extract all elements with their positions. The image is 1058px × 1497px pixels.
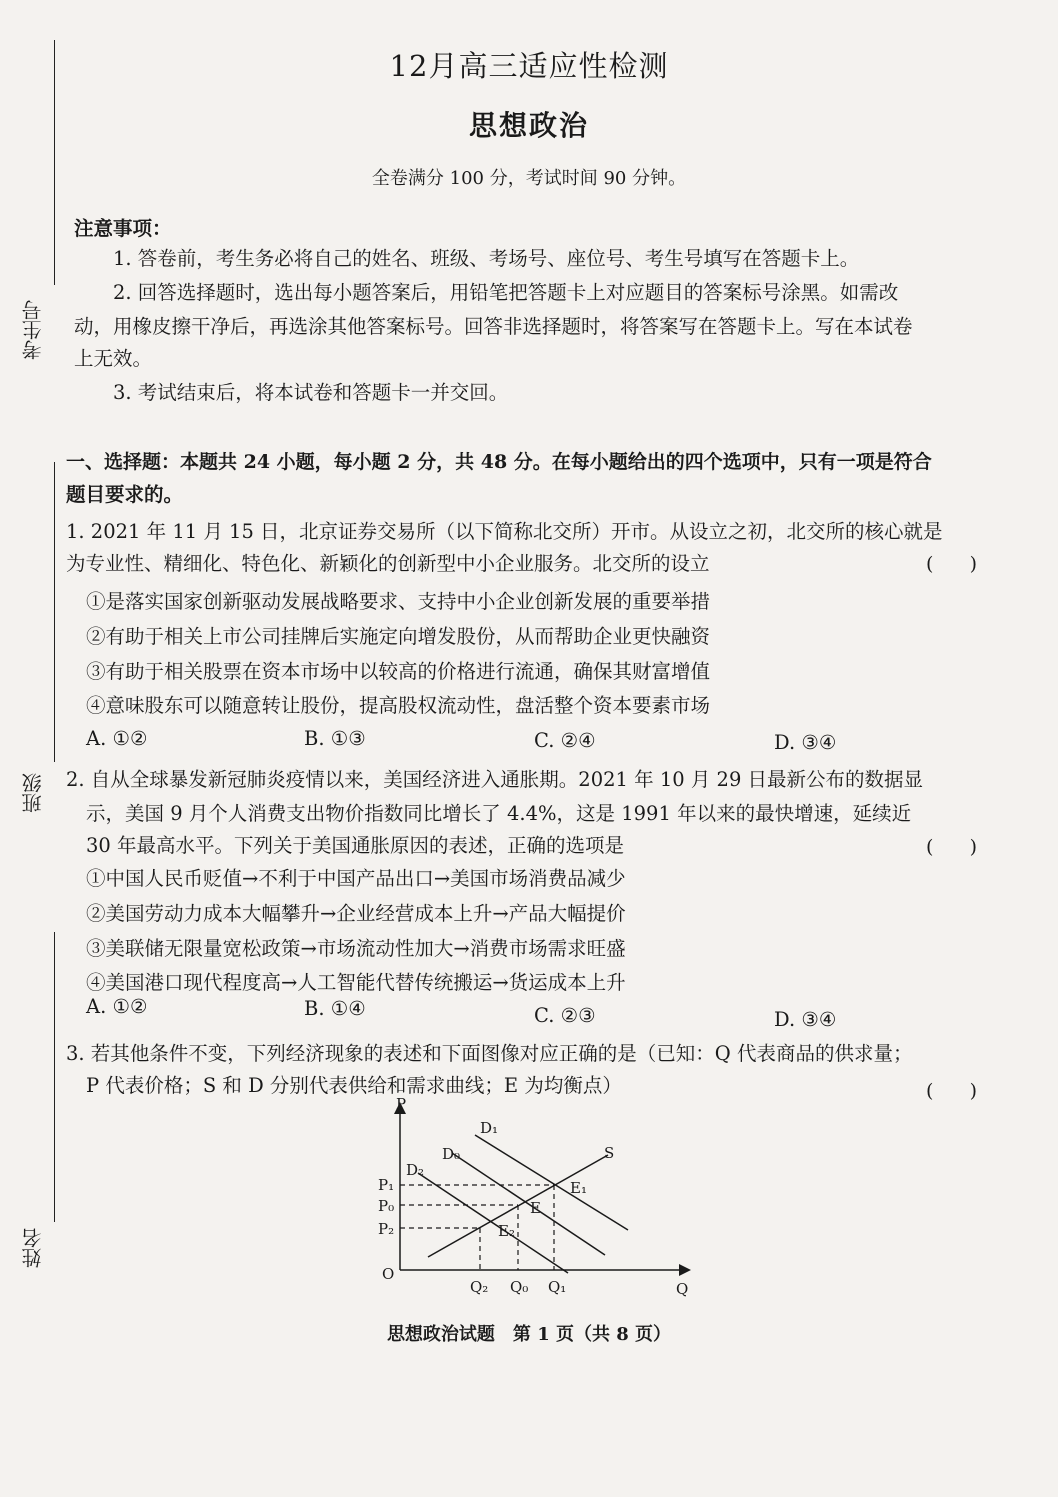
class-label: 班级 [21,773,45,813]
label-q0: Q₀ [510,1278,529,1296]
q2-statement-2: ②美国劳动力成本大幅攀升→企业经营成本上升→产品大幅提价 [86,902,626,925]
q2-answer-blank: ( ) [926,836,978,858]
label-p2: P₂ [378,1220,395,1238]
label-p1: P₁ [378,1176,395,1194]
q1-option-b: B. ①③ [304,727,366,750]
label-e1: E₁ [570,1179,587,1197]
subject-title: 思想政治 [468,109,589,142]
name-label: 姓名 [21,1228,45,1268]
exam-info: 全卷满分 100 分，考试时间 90 分钟。 [371,168,687,189]
exam-number-label: 考生号 [21,300,45,360]
q2-statement-4: ④美国港口现代程度高→人工智能代替传统搬运→货运成本上升 [86,971,626,994]
notice-item-2-line-3: 上无效。 [74,347,153,370]
binding-line-middle [54,462,55,762]
q3-stem-line-1: 3. 若其他条件不变，下列经济现象的表述和下面图像对应正确的是（已知：Q 代表商品的供求量； [66,1042,913,1065]
label-d1: D₁ [480,1119,499,1137]
q2-option-d: D. ③④ [774,1008,837,1031]
section-heading-line-1: 一、选择题：本题共 24 小题，每小题 2 分，共 48 分。在每小题给出的四个选项中，只有一项是符合 [66,451,932,473]
q2-option-a: A. ①② [86,995,148,1018]
q1-answer-blank: ( ) [926,553,978,575]
label-e2: E₂ [498,1222,515,1240]
q1-statement-2: ②有助于相关上市公司挂牌后实施定向增发股份，从而帮助企业更快融资 [86,625,711,648]
binding-line-lower [54,932,55,1222]
notice-item-3: 3. 考试结束后，将本试卷和答题卡一并交回。 [113,381,509,404]
q2-statement-3: ③美联储无限量宽松政策→市场流动性加大→消费市场需求旺盛 [86,937,626,960]
q1-option-d: D. ③④ [774,731,837,754]
q1-option-a: A. ①② [86,727,148,750]
q1-option-c: C. ②④ [534,729,596,752]
notice-heading: 注意事项： [74,217,172,240]
label-origin: O [382,1265,395,1283]
notice-item-1: 1. 答卷前，考生务必将自己的姓名、班级、考场号、座位号、考生号填写在答题卡上。 [113,247,860,270]
notice-item-2-line-1: 2. 回答选择题时，选出每小题答案后，用铅笔把答题卡上对应题目的答案标号涂黑。如需改 [113,281,899,304]
q1-stem-line-2: 为专业性、精细化、特色化、新颖化的创新型中小企业服务。北交所的设立 [66,552,710,575]
label-d2: D₂ [406,1161,425,1179]
label-q-axis: Q [676,1280,689,1298]
q1-statement-4: ④意味股东可以随意转让股份，提高股权流动性，盘活整个资本要素市场 [86,694,711,717]
notice-item-2-line-2: 动，用橡皮擦干净后，再选涂其他答案标号。回答非选择题时，将答案写在答题卡上。写在本试卷 [74,315,913,338]
label-q2: Q₂ [470,1278,489,1296]
q1-statement-1: ①是落实国家创新驱动发展战略要求、支持中小企业创新发展的重要举措 [86,590,711,613]
q3-answer-blank: ( ) [926,1080,978,1102]
q1-statement-3: ③有助于相关股票在资本市场中以较高的价格进行流通，确保其财富增值 [86,660,711,683]
supply-demand-graph [370,1095,700,1305]
q2-statement-1: ①中国人民币贬值→不利于中国产品出口→美国市场消费品减少 [86,867,626,890]
page-footer: 思想政治试题 第 1 页（共 8 页） [386,1324,672,1345]
label-d0: D₀ [442,1145,461,1163]
q2-stem-line-1: 2. 自从全球暴发新冠肺炎疫情以来，美国经济进入通胀期。2021 年 10 月 29 日最新公布的数据显 [66,768,924,791]
section-heading-line-2: 题目要求的。 [66,483,184,506]
q3-stem-line-2: P 代表价格；S 和 D 分别代表供给和需求曲线；E 为均衡点） [86,1074,622,1097]
label-s: S [604,1144,615,1162]
q2-stem-line-3: 30 年最高水平。下列关于美国通胀原因的表述，正确的选项是 [86,834,625,857]
label-e: E [530,1199,541,1217]
label-p-axis: P [396,1095,407,1113]
exam-title: 12月高三适应性检测 [389,49,669,83]
label-q1: Q₁ [548,1278,567,1296]
q2-stem-line-2: 示，美国 9 月个人消费支出物价指数同比增长了 4.4%，这是 1991 年以来的最快增速，延续近 [86,802,912,825]
q2-option-b: B. ①④ [304,997,366,1020]
label-p0: P₀ [378,1197,395,1215]
q1-stem-line-1: 1. 2021 年 11 月 15 日，北京证券交易所（以下简称北交所）开市。从设立之初，北交所的核心就是 [66,520,943,543]
q2-option-c: C. ②③ [534,1004,596,1027]
demand-curve-d2 [418,1173,568,1273]
